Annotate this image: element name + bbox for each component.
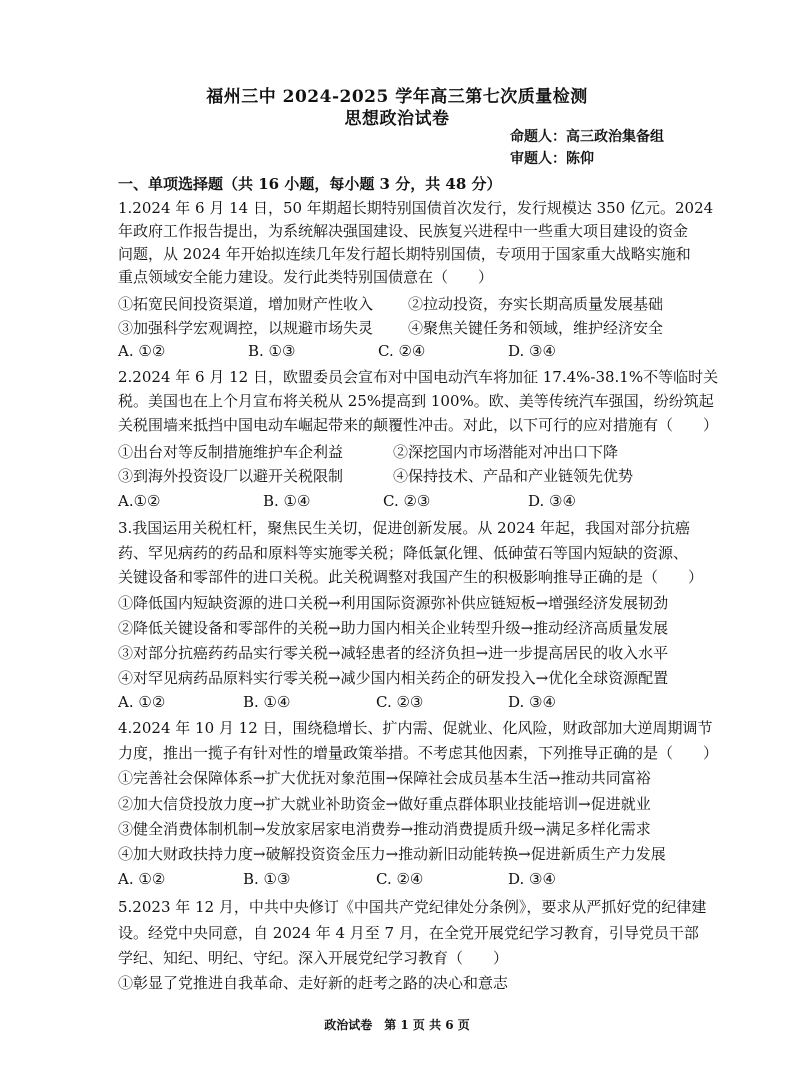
- q1-line: 问题，从 2024 年开始拟连续几年发行超长期特别国债，专项用于国家重大战略实施和: [118, 245, 691, 263]
- q2-statements-row: [118, 441, 688, 463]
- q3-choice-a: A. ①②: [118, 693, 166, 711]
- q1-statements-row: [118, 317, 688, 339]
- q1-line: 年政府工作报告提出，为系统解决强国建设、民族复兴进程中一些重大项目建设的资金: [118, 222, 689, 240]
- q4-line: 4.2024 年 10 月 12 日，围绕稳增长、扩内需、促就业、化风险，财政部加大逆周期调节: [118, 719, 713, 737]
- q4-choice-a: A. ①②: [118, 870, 166, 888]
- q1-choice-a: A. ①②: [118, 342, 166, 360]
- exam-subtitle: 思想政治试卷: [344, 109, 450, 129]
- q4-choices: [118, 870, 688, 892]
- q3-choice-c: C. ②③: [376, 693, 424, 711]
- q3-line: 关键设备和零部件的进口关税。此关税调整对我国产生的积极影响推导正确的是（ ）: [118, 568, 704, 586]
- q1-choice-d: D. ③④: [508, 342, 556, 360]
- q2-statement-3: ③到海外投资设厂以避开关税限制: [118, 467, 344, 485]
- q2-line: 关税围墙来抵挡中国电动车崛起带来的颠覆性冲击。对此，以下可行的应对措施有（ ）: [118, 416, 719, 434]
- q2-statement-2: ②深挖国内市场潜能对冲出口下降: [393, 443, 619, 461]
- q4-line: ②加大信贷投放力度→扩大就业补助资金→做好重点群体职业技能培训→促进就业: [118, 795, 651, 813]
- q1-line: 重点领域安全能力建设。发行此类特别国债意在（ ）: [118, 268, 494, 286]
- q2-line: 税。美国也在上个月宣布将关税从 25%提高到 100%。欧、美等传统汽车强国，纷纷筑起: [118, 392, 714, 410]
- q5-line: 5.2023 年 12 月，中共中央修订《中国共产党纪律处分条例》，要求从严抓好党的纪律建: [118, 898, 707, 916]
- q4-choice-b: B. ①③: [243, 870, 291, 888]
- q3-choice-b: B. ①④: [243, 693, 291, 711]
- q1-statement-1: ①拓宽民间投资渠道，增加财产性收入: [118, 295, 374, 313]
- q4-line: ①完善社会保障体系→扩大优抚对象范围→保障社会成员基本生活→推动共同富裕: [118, 769, 651, 787]
- q4-choice-c: C. ②④: [376, 870, 424, 888]
- q3-choices: [118, 693, 688, 715]
- q1-statement-2: ②拉动投资，夯实长期高质量发展基础: [408, 295, 664, 313]
- q3-line: ①降低国内短缺资源的进口关税→利用国际资源弥补供应链短板→增强经济发展韧劲: [118, 594, 669, 612]
- exam-title: 福州三中 2024-2025 学年高三第七次质量检测: [206, 87, 588, 107]
- q2-line: 2.2024 年 6 月 12 日，欧盟委员会宣布对中国电动汽车将加征 17.4%-38.1%不等临时关: [118, 368, 719, 386]
- q2-choice-a: A.①②: [118, 492, 161, 510]
- q2-choices: [118, 492, 688, 514]
- q1-statements-row: [118, 293, 688, 315]
- q5-line: 设。经党中央同意，自 2024 年 4 月至 7 月，在全党开展党纪学习教育，引导党员干部: [118, 924, 699, 942]
- q1-statement-3: ③加强科学宏观调控，以规避市场失灵: [118, 319, 374, 337]
- q2-choice-c: C. ②③: [383, 492, 431, 510]
- q5-line: ①彰显了党推进自我革命、走好新的赶考之路的决心和意志: [118, 974, 509, 992]
- q3-line: ②降低关键设备和零部件的关税→助力国内相关企业转型升级→推动经济高质量发展: [118, 619, 669, 637]
- q3-line: ③对部分抗癌药药品实行零关税→减轻患者的经济负担→进一步提高居民的收入水平: [118, 644, 669, 662]
- q2-statements-row: [118, 465, 688, 487]
- page-footer: 政治试卷 第 1 页 共 6 页: [324, 1018, 470, 1032]
- q2-statement-1: ①出台对等反制措施维护车企利益: [118, 443, 344, 461]
- q2-choice-b: B. ①④: [263, 492, 311, 510]
- q4-choice-d: D. ③④: [508, 870, 556, 888]
- q4-line: 力度，推出一揽子有针对性的增量政策举措。不考虑其他因素，下列推导正确的是（ ）: [118, 744, 719, 762]
- q2-choice-d: D. ③④: [528, 492, 576, 510]
- q4-line: ③健全消费体制机制→发放家居家电消费券→推动消费提质升级→满足多样化需求: [118, 820, 651, 838]
- q1-statement-4: ④聚焦关键任务和领域，维护经济安全: [408, 319, 664, 337]
- q1-choice-c: C. ②④: [378, 342, 426, 360]
- q5-line: 学纪、知纪、明纪、守纪。深入开展党纪学习教育（ ）: [118, 949, 509, 967]
- q3-line: 药、罕见病药的药品和原料等实施零关税；降低氯化锂、低砷萤石等国内短缺的资源、: [118, 544, 689, 562]
- q2-statement-4: ④保持技术、产品和产业链领先优势: [393, 467, 634, 485]
- q1-line: 1.2024 年 6 月 14 日，50 年期超长期特别国债首次发行，发行规模达 350 亿元。2024: [118, 199, 714, 217]
- section-title: 一、单项选择题（共 16 小题，每小题 3 分，共 48 分）: [118, 175, 502, 193]
- q3-line: ④对罕见病药品原料实行零关税→减少国内相关药企的研发投入→优化全球资源配置: [118, 669, 669, 687]
- author-line: 命题人：高三政治集备组: [510, 129, 664, 145]
- q3-choice-d: D. ③④: [508, 693, 556, 711]
- q1-choice-b: B. ①③: [248, 342, 296, 360]
- q1-choices: [118, 342, 688, 364]
- q4-line: ④加大财政扶持力度→破解投资资金压力→推动新旧动能转换→促进新质生产力发展: [118, 845, 666, 863]
- q3-line: 3.我国运用关税杠杆，聚焦民生关切，促进创新发展。从 2024 年起，我国对部分抗癌: [118, 519, 691, 537]
- reviewer-line: 审题人：陈仰: [510, 151, 594, 167]
